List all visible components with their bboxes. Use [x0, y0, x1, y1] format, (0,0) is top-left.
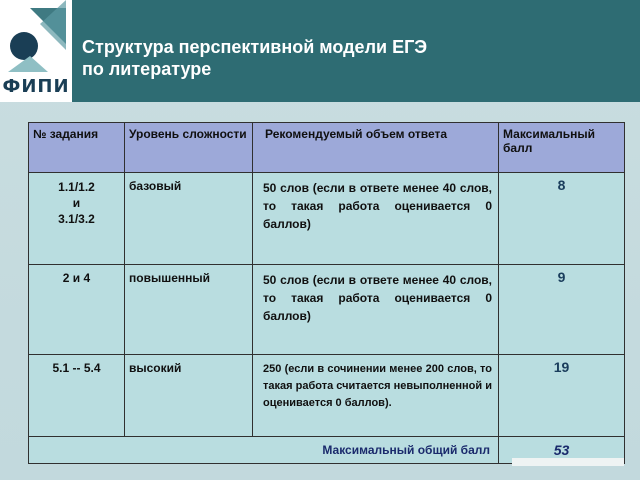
table-row [29, 265, 625, 355]
max-score: 9 [499, 265, 625, 355]
logo-text: ФИПИ [2, 76, 70, 97]
task-number: 1.1/1.2 и 3.1/3.2 [29, 173, 125, 265]
col-header-answer-volume: Рекомендуемый объем ответа [253, 123, 499, 173]
structure-table [28, 122, 624, 462]
answer-volume: 50 слов (если в ответе менее 40 слов, то такая работа оценивается 0 баллов) [253, 265, 499, 355]
task-number: 2 и 4 [29, 265, 125, 355]
table-row [29, 355, 625, 437]
total-value: 53 [499, 437, 625, 464]
difficulty-level: повышенный [125, 265, 253, 355]
table-row [29, 173, 625, 265]
answer-volume: 50 слов (если в ответе менее 40 слов, то такая работа оценивается 0 баллов) [253, 173, 499, 265]
max-score: 8 [499, 173, 625, 265]
table-header-row [29, 123, 625, 173]
difficulty-level: высокий [125, 355, 253, 437]
fipi-logo [0, 0, 72, 102]
fipi-logo-icon [0, 0, 72, 80]
max-score: 19 [499, 355, 625, 437]
col-header-max-score: Максимальный балл [499, 123, 625, 173]
page-title: Структура перспективной модели ЕГЭ по литературе [82, 37, 428, 79]
col-header-task-number: № задания [29, 123, 125, 173]
total-label: Максимальный общий балл [29, 437, 499, 464]
header-bar [0, 0, 640, 102]
col-header-difficulty: Уровень сложности [125, 123, 253, 173]
difficulty-level: базовый [125, 173, 253, 265]
answer-volume: 250 (если в сочинении менее 200 слов, то такая работа считается невыполненной и оценивается 0 баллов). [253, 355, 499, 437]
decorative-strip [512, 458, 624, 466]
task-number: 5.1 -- 5.4 [29, 355, 125, 437]
